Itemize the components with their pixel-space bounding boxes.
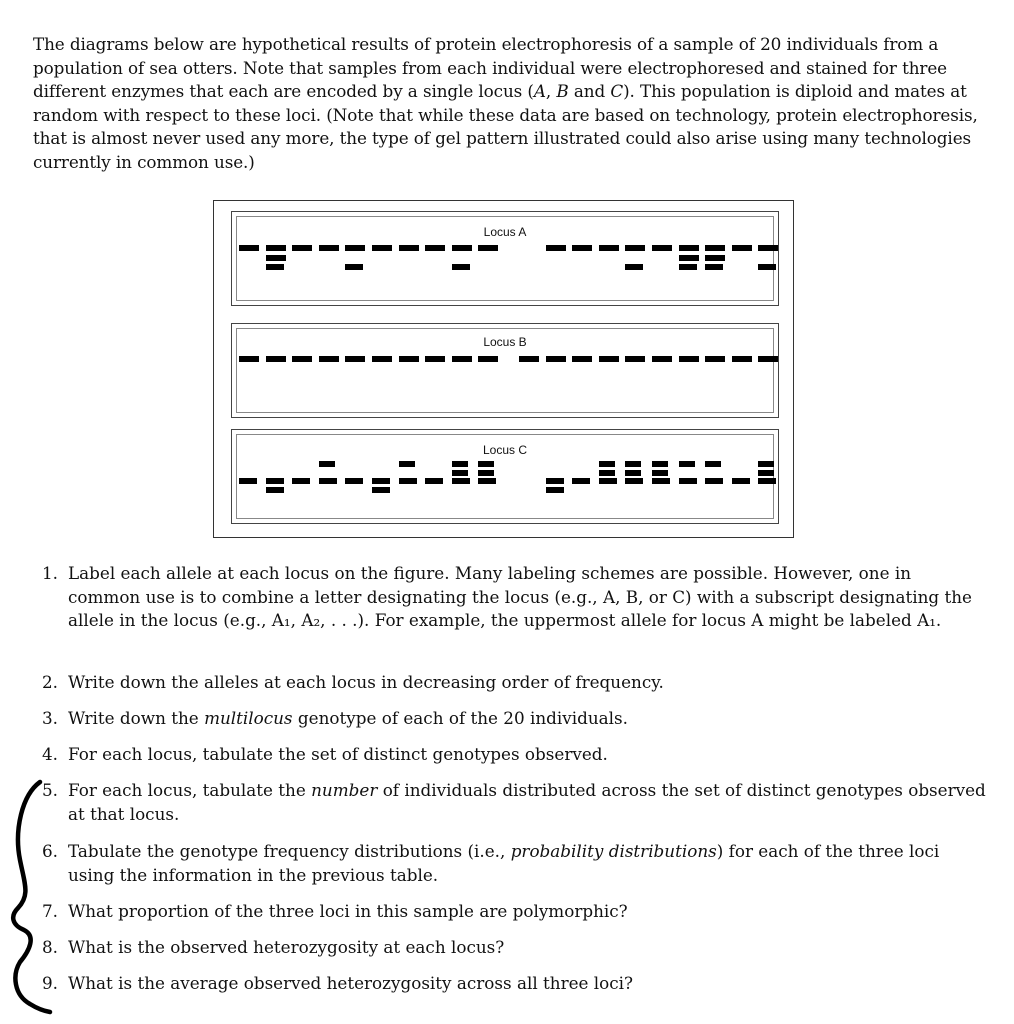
gel-panel-title: Locus A	[483, 225, 527, 239]
gel-band	[546, 478, 564, 484]
question-text: What proportion of the three loci in this sample are polymorphic?	[68, 901, 628, 921]
gel-band	[546, 487, 564, 493]
question-text-post: of individuals distributed across the set of distinct genotypes observed at that locus.	[68, 780, 986, 824]
question-number: 9.	[42, 973, 59, 993]
question-text-emphasis: probability distributions	[510, 841, 717, 861]
gel-band	[319, 245, 339, 251]
intro-paragraph	[33, 33, 988, 175]
gel-band	[679, 461, 695, 467]
gel-band	[758, 461, 774, 467]
intro-text-1: The diagrams below are hypothetical results of protein electrophoresis of a sample of 20 individuals from a population of sea otters. Note that samples from each individual were electrophoresed and stained for three different enzymes that each are encoded by a single locus (	[33, 34, 948, 102]
gel-panel-locus-c	[231, 429, 779, 524]
gel-band	[679, 356, 699, 362]
gel-band	[239, 356, 259, 362]
question-number: 2.	[42, 672, 59, 692]
gel-band	[599, 356, 619, 362]
gel-panel-locus-b	[231, 323, 779, 418]
locus-b-symbol: B	[556, 81, 569, 102]
gel-band	[452, 356, 472, 362]
gel-band	[292, 245, 312, 251]
gel-band	[266, 264, 284, 270]
question-text-pre: For each locus, tabulate the	[68, 780, 312, 800]
gel-band	[599, 478, 617, 484]
gel-band	[452, 478, 470, 484]
gel-band	[652, 478, 670, 484]
question-text: What is the observed heterozygosity at each locus?	[68, 937, 505, 957]
gel-band	[399, 356, 419, 362]
gel-band	[266, 356, 286, 362]
gel-band	[292, 478, 310, 484]
gel-band	[732, 245, 752, 251]
gel-band	[266, 255, 286, 261]
gel-band	[758, 478, 776, 484]
gel-band	[599, 461, 615, 467]
question-text	[68, 707, 988, 731]
question-text: What is the average observed heterozygosity across all three loci?	[68, 973, 634, 993]
question-text: Write down the alleles at each locus in decreasing order of frequency.	[68, 672, 664, 692]
gel-band	[705, 245, 725, 251]
gel-band	[758, 356, 778, 362]
question-text-pre: Tabulate the genotype frequency distributions (i.e.,	[68, 841, 511, 861]
gel-band	[625, 356, 645, 362]
gel-band	[732, 478, 750, 484]
gel-band	[345, 478, 363, 484]
gel-band	[625, 478, 643, 484]
question-number: 7.	[42, 901, 59, 921]
gel-band	[652, 245, 672, 251]
question-text-pre: Write down the	[68, 708, 205, 728]
question-number: 1.	[42, 563, 59, 583]
gel-band	[652, 461, 668, 467]
gel-band	[758, 264, 776, 270]
locus-a-symbol: A	[533, 81, 546, 102]
question-text: For each locus, tabulate the set of distinct genotypes observed.	[68, 744, 608, 764]
gel-band	[758, 245, 778, 251]
gel-band	[452, 470, 468, 476]
gel-band	[478, 461, 494, 467]
gel-band	[546, 356, 566, 362]
gel-band	[345, 245, 365, 251]
gel-band	[572, 245, 592, 251]
gel-band	[399, 461, 415, 467]
electrophoresis-figure	[213, 200, 794, 538]
intro-sep: ,	[545, 81, 557, 102]
question-text-post: ) for each of the three loci using the information in the previous table.	[68, 841, 940, 885]
gel-band	[572, 356, 592, 362]
gel-band	[372, 245, 392, 251]
gel-band	[452, 245, 472, 251]
gel-band	[652, 356, 672, 362]
locus-c-symbol: C	[610, 81, 624, 102]
gel-band	[266, 478, 284, 484]
gel-band	[372, 356, 392, 362]
gel-band	[705, 264, 723, 270]
gel-band	[705, 461, 721, 467]
question-text-emphasis: multilocus	[204, 708, 293, 728]
gel-band	[705, 255, 725, 261]
gel-band	[599, 470, 615, 476]
gel-band	[679, 264, 697, 270]
gel-band	[266, 245, 286, 251]
question-number: 6.	[42, 841, 59, 861]
gel-band	[372, 487, 390, 493]
gel-band	[319, 461, 335, 467]
gel-band	[319, 356, 339, 362]
gel-band	[425, 478, 443, 484]
intro-text-2: ). This population is diploid and mates at random with respect to these loci. (Note that while these data are based on technology, protein electrophoresis, that is almost never used any more, the type of gel pattern illustrated could also arise using many technologies currently in common use.)	[33, 81, 978, 172]
gel-band	[625, 470, 641, 476]
gel-band	[679, 245, 699, 251]
gel-band	[399, 245, 419, 251]
gel-band	[625, 461, 641, 467]
gel-band	[345, 264, 363, 270]
gel-band	[572, 478, 590, 484]
gel-band	[239, 478, 257, 484]
gel-band	[425, 245, 445, 251]
gel-band	[452, 461, 468, 467]
gel-band	[239, 245, 259, 251]
gel-band	[599, 245, 619, 251]
gel-band	[705, 356, 725, 362]
gel-band	[732, 356, 752, 362]
question-text	[68, 840, 988, 887]
gel-band	[478, 470, 494, 476]
gel-band	[478, 245, 498, 251]
gel-band	[372, 478, 390, 484]
gel-band	[758, 470, 774, 476]
intro-and: and	[568, 81, 611, 102]
gel-panel-title: Locus C	[482, 443, 528, 457]
question-number: 4.	[42, 744, 59, 764]
gel-band	[478, 478, 496, 484]
gel-band	[399, 478, 417, 484]
gel-band	[345, 356, 365, 362]
gel-band	[519, 356, 539, 362]
question-text-emphasis: number	[311, 780, 378, 800]
gel-band	[705, 478, 723, 484]
gel-panel-locus-a	[231, 211, 779, 306]
gel-band	[478, 356, 498, 362]
gel-band	[679, 478, 697, 484]
gel-band	[425, 356, 445, 362]
gel-band	[625, 264, 643, 270]
gel-band	[546, 245, 566, 251]
gel-band	[266, 487, 284, 493]
question-number: 3.	[42, 708, 59, 728]
question-number: 8.	[42, 937, 59, 957]
question-text: Label each allele at each locus on the figure. Many labeling schemes are possible. However, one in common use is to combine a letter designating the locus (e.g., A, B, or C) with a subscript designating the allele in the locus (e.g., A₁, A₂, . . .). For example, the uppermost allele for locus A might be labeled A₁.	[68, 563, 972, 631]
gel-band	[319, 478, 337, 484]
gel-band	[652, 470, 668, 476]
gel-band	[452, 264, 470, 270]
gel-band	[625, 245, 645, 251]
gel-band	[679, 255, 699, 261]
question-number: 5.	[42, 780, 59, 800]
gel-band	[292, 356, 312, 362]
gel-panel-title: Locus B	[483, 335, 527, 349]
question-text	[68, 779, 988, 826]
question-text-post: genotype of each of the 20 individuals.	[292, 708, 628, 728]
